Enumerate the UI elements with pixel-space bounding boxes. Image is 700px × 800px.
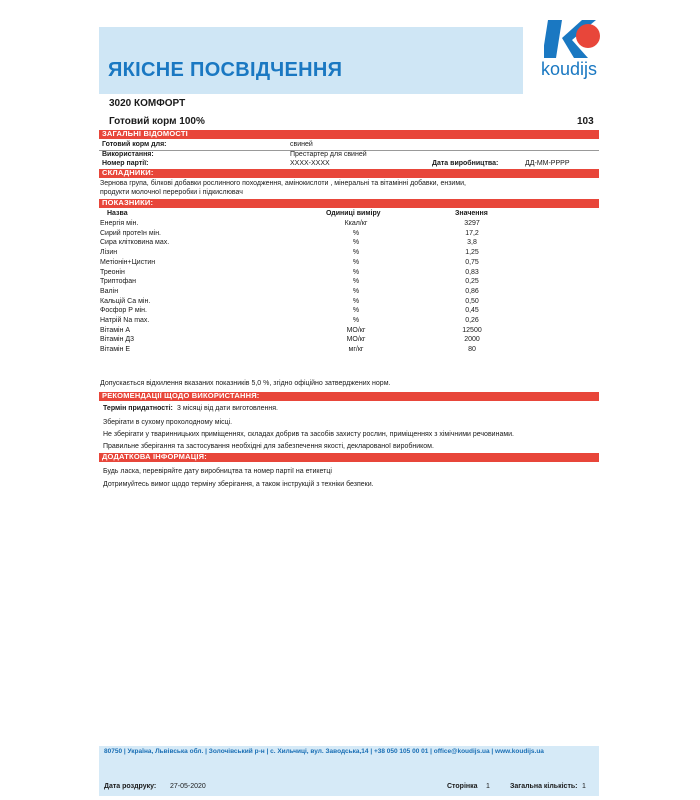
indicator-name: Вітамін Е <box>100 346 131 354</box>
indicator-name: Триптофан <box>100 278 137 286</box>
usage-value: Престартер для свиней <box>290 151 367 158</box>
indicator-value: 80 <box>468 346 476 354</box>
tolerance-note: Допускається відхилення вказаних показників 5,0 %, згідно офіційно затверджених норм. <box>100 380 391 387</box>
total-value: 1 <box>582 783 586 790</box>
indicator-value: 17,2 <box>465 229 479 237</box>
storage-line-2: Не зберігати у тваринницьких приміщеннях, складах добрив та засобів захисту рослин, приміщеннях з хімічними речовинами. <box>103 431 515 438</box>
indicator-name: Сира клітковина мах. <box>100 239 170 247</box>
indicator-unit: % <box>352 278 360 286</box>
indicator-unit: % <box>352 307 360 315</box>
logo-mark-icon <box>544 18 602 60</box>
storage-line-1: Зберігати в сухому прохолодному місці. <box>103 419 233 426</box>
section-ingredients-title: СКЛАДНИКИ: <box>102 168 154 177</box>
indicator-name: Вітамін Д3 <box>100 336 135 344</box>
section-recommendations <box>99 392 599 401</box>
indicator-name: Енергія мін. <box>100 220 139 227</box>
batch-value: XXXX-XXXX <box>290 160 330 167</box>
indicator-name: Лізин <box>100 249 118 257</box>
indicator-name: Натрій Na max. <box>100 317 150 324</box>
indicator-value: 3297 <box>464 220 480 227</box>
feed-for-value: свиней <box>290 141 313 148</box>
indicator-value: 0,50 <box>465 297 479 305</box>
section-indicators <box>99 199 599 208</box>
indicator-unit: % <box>352 229 360 237</box>
indicator-value: 0,83 <box>465 268 479 276</box>
indicator-unit: % <box>352 317 360 324</box>
batch-label: Номер партії: <box>102 160 149 167</box>
indicator-unit: МО/кг <box>346 326 366 334</box>
section-additional <box>99 453 599 462</box>
additional-line-1: Будь ласка, перевіряйте дату виробництва та номер партії на етикетці <box>103 468 332 475</box>
indicator-value: 2000 <box>464 336 480 344</box>
indicator-unit: % <box>352 287 360 295</box>
indicator-unit: мг/кг <box>348 346 364 354</box>
production-date-value: ДД-ММ-РРРР <box>525 160 570 167</box>
col-value-header: Значення <box>455 210 488 217</box>
usage-label: Використання: <box>102 151 154 158</box>
print-date-value: 27-05-2020 <box>170 783 206 790</box>
ingredients-line-2: продукти молочної переробки і підкислювач <box>100 189 243 196</box>
product-code: 103 <box>577 116 594 127</box>
logo-wordmark: koudijs <box>541 59 598 79</box>
indicator-unit: % <box>352 268 360 276</box>
storage-line-3: Правильне зберігання та застосування необхідні для забезпечення якості, декларованої виробником. <box>103 443 434 450</box>
indicator-value: 0,26 <box>465 317 479 324</box>
section-additional-title: ДОДАТКОВА ІНФОРМАЦІЯ: <box>102 452 207 461</box>
print-date-label: Дата роздруку: <box>104 783 157 790</box>
indicator-name: Сирий протеїн мін. <box>100 229 162 237</box>
indicator-value: 0,45 <box>465 307 479 315</box>
section-recommendations-title: РЕКОМЕНДАЦІЇ ЩОДО ВИКОРИСТАННЯ: <box>102 391 260 400</box>
indicator-value: 0,75 <box>465 258 479 266</box>
total-label: Загальна кількість: <box>510 783 578 790</box>
page-label: Сторінка <box>447 783 478 790</box>
indicator-unit: % <box>352 249 360 257</box>
page-value: 1 <box>486 783 490 790</box>
indicator-unit: % <box>352 297 360 305</box>
indicator-value: 0,86 <box>465 287 479 295</box>
indicator-unit: % <box>352 239 360 247</box>
additional-line-2: Дотримуйтесь вимог щодо терміну зберігання, а також інструкцій з техніки безпеки. <box>103 481 374 488</box>
col-name-header: Назва <box>107 210 128 217</box>
indicator-name: Фосфор Р мін. <box>100 307 147 315</box>
section-indicators-title: ПОКАЗНИКИ: <box>102 198 154 207</box>
indicator-name: Метіонін+Цистин <box>100 258 156 266</box>
section-general-title: ЗАГАЛЬНІ ВІДОМОСТІ <box>102 129 188 138</box>
indicator-name: Валін <box>100 287 119 295</box>
indicator-value: 3,8 <box>467 239 477 247</box>
indicator-name: Треонін <box>100 268 125 276</box>
section-ingredients <box>99 169 599 178</box>
ingredients-line-1: Зернова група, білкові добавки рослинного походження, амінокислоти , мінеральні та вітамінні добавки, ензими, <box>100 180 466 187</box>
section-general <box>99 130 599 139</box>
col-unit-header: Одиниці виміру <box>326 210 381 217</box>
indicator-name: Кальцій Са мін. <box>100 297 151 305</box>
product-name: 3020 КОМФОРТ <box>109 98 186 109</box>
footer-contact: 80750 | Україна, Львівська обл. | Золочівський р-н | с. Хильчиці, вул. Заводська,14 | +38 050 105 00 01 | office@koudijs.ua | www.koudijs.ua <box>104 748 544 755</box>
indicator-value: 1,25 <box>465 249 479 257</box>
page-title: ЯКІСНЕ ПОСВІДЧЕННЯ <box>108 59 343 81</box>
indicator-unit: МО/кг <box>346 336 366 344</box>
feed-type: Готовий корм 100% <box>109 116 205 127</box>
indicator-name: Вітамін А <box>100 326 131 334</box>
shelf-life-value: 3 місяці від дати виготовлення. <box>177 405 278 412</box>
indicator-value: 0,25 <box>465 278 479 286</box>
shelf-life-label: Термін придатності: <box>103 405 173 412</box>
indicator-unit: % <box>352 258 360 266</box>
koudijs-logo <box>541 18 603 88</box>
production-date-label: Дата виробництва: <box>432 160 499 167</box>
indicator-value: 12500 <box>462 326 482 334</box>
indicator-unit: Ккал/кг <box>344 220 368 227</box>
feed-for-label: Готовий корм для: <box>102 141 167 148</box>
